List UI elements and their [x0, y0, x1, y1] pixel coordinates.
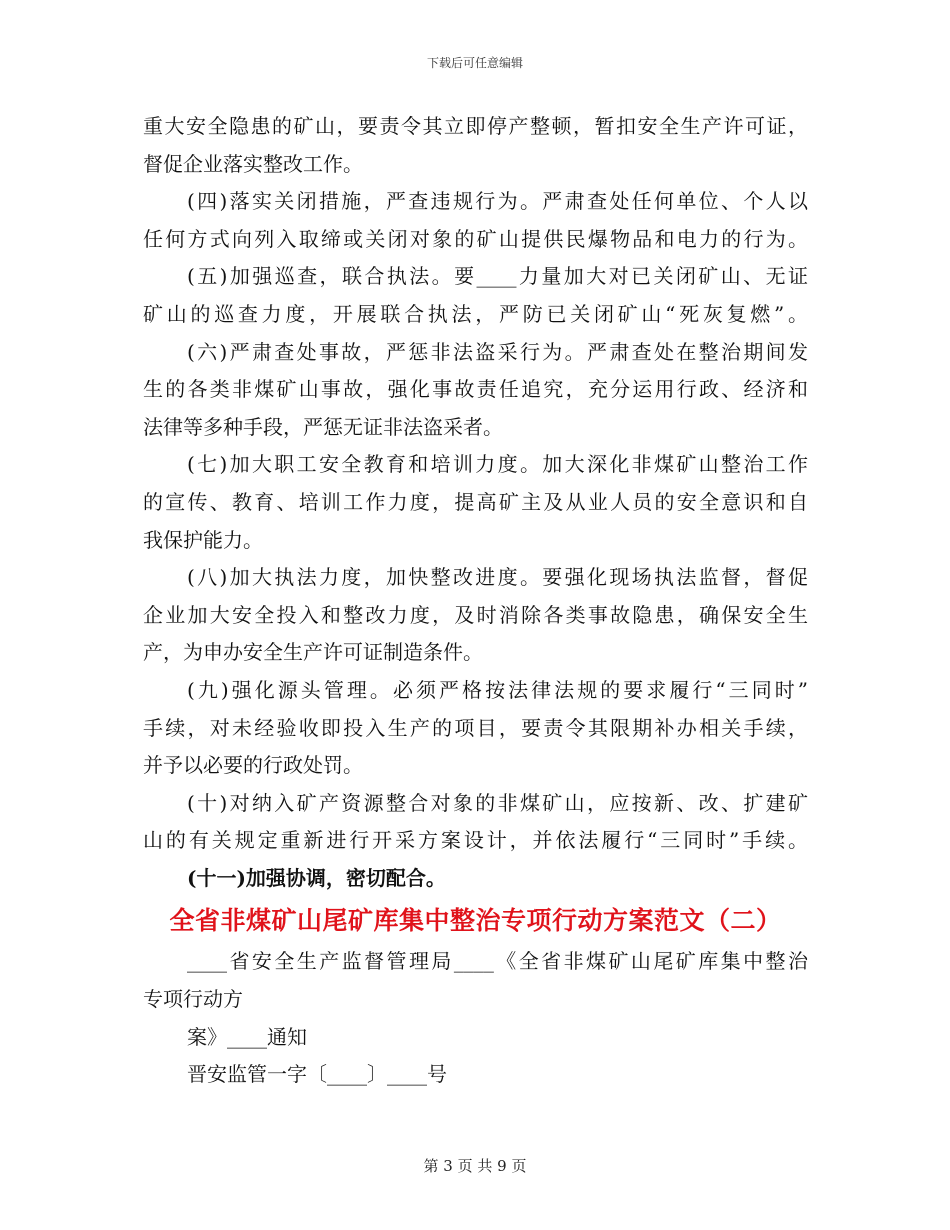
text-line: 案》____通知	[187, 1024, 307, 1049]
page-number: 第 3 页 共 9 页	[423, 1157, 527, 1175]
text-line: (九)强化源头管理。必须严格按法律法规的要求履行“三同时”	[187, 677, 808, 702]
header-note: 下载后可任意编辑	[426, 56, 523, 70]
text-line: 矿山的巡查力度，开展联合执法，严防已关闭矿山“死灰复燃”。	[143, 301, 808, 326]
text-line: 重大安全隐患的矿山，要责令其立即停产整顿，暂扣安全生产许可证，	[143, 114, 808, 138]
text-line: 我保护能力。	[143, 527, 263, 552]
text-line: 产，为申办安全生产许可证制造条件。	[143, 640, 483, 665]
text-line: 晋安监管一字〔____〕____号	[187, 1062, 447, 1087]
text-line: 山的有关规定重新进行开采方案设计，并依法履行“三同时”手续。	[143, 828, 808, 853]
text-line: 的宣传、教育、培训工作力度，提高矿主及从业人员的安全意识和自	[143, 489, 808, 514]
text-line: 专项行动方	[143, 987, 243, 1012]
text-line: 手续，对未经验收即投入生产的项目，要责令其限期补办相关手续，	[143, 715, 808, 740]
text-line: 督促企业落实整改工作。	[143, 151, 363, 176]
text-line: (八)加大执法力度，加快整改进度。要强化现场执法监督，督促	[187, 565, 808, 590]
document-body	[143, 108, 808, 1094]
section-title: 全省非煤矿山尾矿库集中整治专项行动方案范文（二）	[169, 906, 782, 936]
text-line: (五)加强巡查，联合执法。要____力量加大对已关闭矿山、无证	[187, 264, 808, 289]
text-line: (十)对纳入矿产资源整合对象的非煤矿山，应按新、改、扩建矿	[187, 790, 808, 815]
subsection-heading: (十一)加强协调，密切配合。	[187, 865, 446, 890]
text-line: 企业加大安全投入和整改力度，及时消除各类事故隐患，确保安全生	[143, 602, 808, 627]
text-line: 并予以必要的行政处罚。	[143, 753, 363, 778]
text-line: (七)加大职工安全教育和培训力度。加大深化非煤矿山整治工作	[187, 452, 808, 477]
text-line: (六)严肃查处事故，严惩非法盗采行为。严肃查处在整治期间发	[187, 339, 808, 364]
text-line: 生的各类非煤矿山事故，强化事故责任追究，充分运用行政、经济和	[143, 377, 808, 402]
text-line: 任何方式向列入取缔或关闭对象的矿山提供民爆物品和电力的行为。	[143, 226, 808, 251]
text-line: 法律等多种手段，严惩无证非法盗采者。	[143, 414, 503, 439]
text-line: ____省安全生产监督管理局____《全省非煤矿山尾矿库集中整治	[187, 949, 808, 974]
text-line: (四)落实关闭措施，严查违规行为。严肃查处任何单位、个人以	[187, 189, 808, 214]
